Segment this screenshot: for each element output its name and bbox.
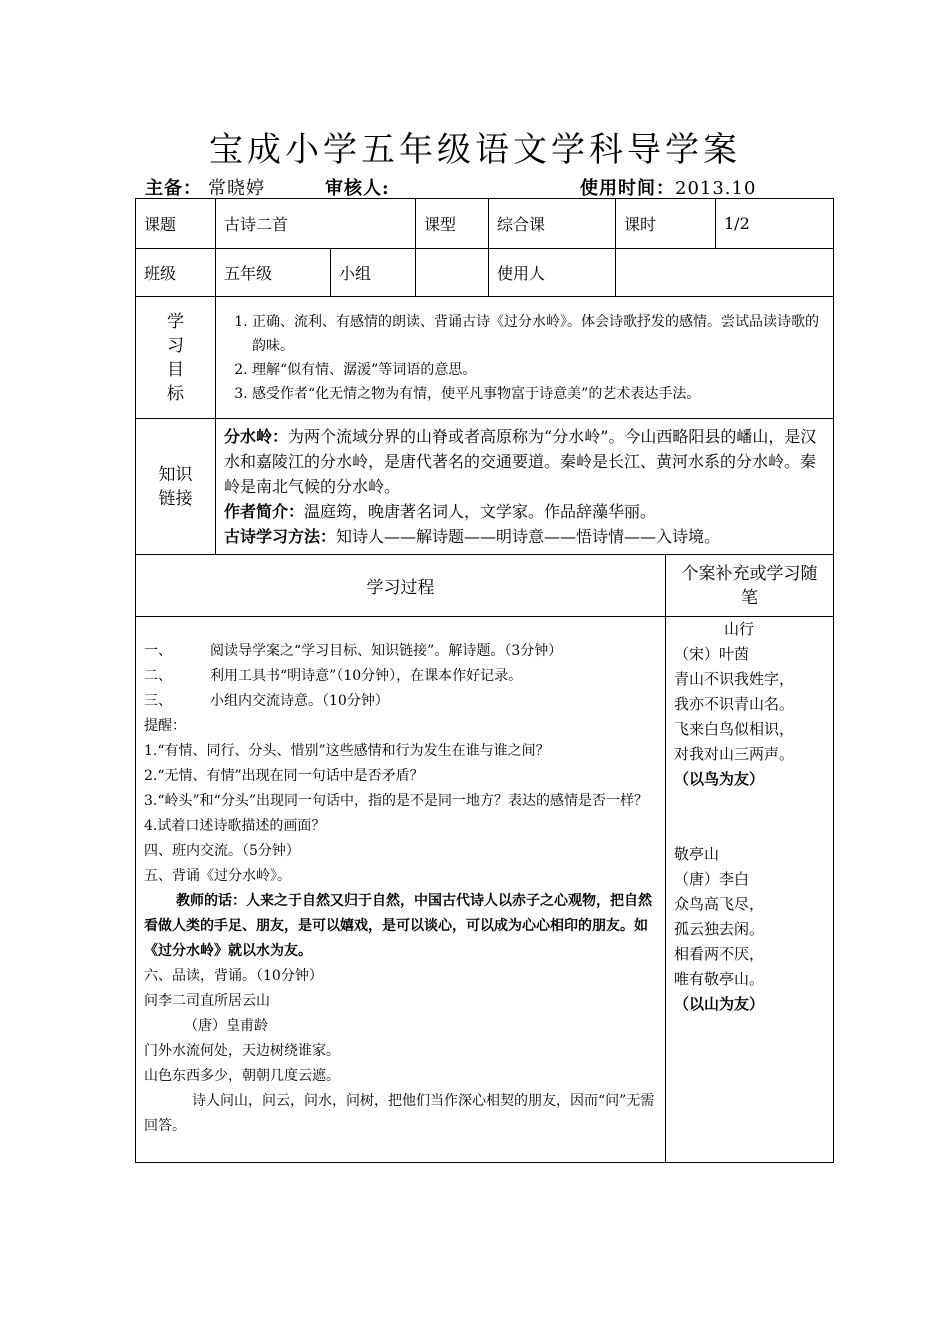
side-poem1-line: 我亦不识青山名。 <box>674 695 795 713</box>
date <box>580 174 756 200</box>
step-item: 一、 阅读导学案之“学习目标、知识链接”。解诗题。（3分钟） <box>144 643 563 659</box>
lead-label: 主备： <box>145 178 202 199</box>
side-poem1-line: 对我对山三两声。 <box>674 745 795 763</box>
tip-item: 3.“岭头”和“分头”出现同一句话中，指的是不是同一地方？表达的感情是否一样？ <box>144 793 648 809</box>
step-5: 五、背诵《过分水岭》。 <box>144 868 291 884</box>
side-header: 个案补充或学习随笔 <box>666 555 834 617</box>
side-poem1-title: 山行 <box>724 620 755 638</box>
process-header: 学习过程 <box>136 555 666 617</box>
type-value: 综合课 <box>489 199 616 249</box>
side-poem2-note: （以山为友） <box>674 995 765 1013</box>
page-title: 宝成小学五年级语文学科导学案 <box>209 130 741 170</box>
side-poem2-author: （唐）李白 <box>674 870 750 888</box>
class-label: 班级 <box>136 249 216 297</box>
reviewer-label: 审核人: <box>325 178 390 199</box>
side-poem2-line: 相看两不厌， <box>674 945 765 963</box>
date-value: 2013.10 <box>675 178 757 199</box>
side-poem1-note: （以鸟为友） <box>674 770 765 788</box>
tip-item: 2.“无情、有情”出现在同一句话中是否矛盾？ <box>144 768 424 784</box>
teacher-note: 教师的话：人来之于自然又归于自然，中国古代诗人以赤子之心观物，把自然看做人类的手足、朋友，是可以嬉戏，是可以谈心，可以成为心心相印的朋友。如《过分水岭》就以水为友。 <box>144 893 652 959</box>
process-content <box>136 617 666 1163</box>
step-6: 六、品读，背诵。（10分钟） <box>144 968 323 984</box>
side-notes <box>666 617 834 1163</box>
author-term: 作者简介： <box>224 502 305 521</box>
tip-item: 4.试着口述诗歌描述的画面？ <box>144 818 326 834</box>
period-label: 课时 <box>616 199 716 249</box>
fsl-text: 为两个流域分界的山脊或者高原称为“分水岭”。今山西略阳县的嶓山，是汉水和嘉陵江的分水岭，是唐代著名的交通要道。秦岭是长江、黄河水系的分水岭。秦岭是南北气候的分水岭。 <box>224 427 817 496</box>
topic-label: 课题 <box>136 199 216 249</box>
poem-title: 问李二司直所居云山 <box>144 993 270 1009</box>
type-label: 课型 <box>416 199 489 249</box>
step-item: 三、 小组内交流诗意。（10分钟） <box>144 693 389 709</box>
step-item: 二、 利用工具书“明诗意”（10分钟），在课本作好记录。 <box>144 668 523 684</box>
author-text: 温庭筠，晚唐著名词人，文学家。作品辞藻华丽。 <box>304 502 657 521</box>
side-spacer <box>674 792 825 842</box>
poem-note: 诗人问山，问云，问水，问树，把他们当作深心相契的朋友，因而“问”无需回答。 <box>144 1093 655 1134</box>
topic-value: 古诗二首 <box>216 199 416 249</box>
lesson-table <box>135 198 834 1163</box>
tips-label: 提醒： <box>144 718 186 734</box>
poem-author: （唐）皇甫龄 <box>184 1018 268 1034</box>
goal-item: 2. 理解“似有情、潺湲”等词语的意思。 <box>252 358 825 382</box>
side-poem1-line: 青山不识我姓字， <box>674 670 795 688</box>
group-value <box>416 249 489 297</box>
goals-content <box>216 297 834 419</box>
side-poem2-title: 敬亭山 <box>674 845 720 863</box>
knowledge-content <box>216 419 834 555</box>
fsl-term: 分水岭： <box>224 427 289 446</box>
date-label: 使用时间： <box>580 178 675 199</box>
tip-item: 1.“有情、同行、分头、惜别”这些感情和行为发生在谁与谁之间？ <box>144 743 550 759</box>
lead-value: 常晓婷 <box>208 178 265 199</box>
period-value: 1/2 <box>716 199 834 249</box>
group-label: 小组 <box>331 249 416 297</box>
goal-item: 1. 正确、流利、有感情的朗读、背诵古诗《过分水岭》。体会诗歌抒发的感情。尝试品读诗歌的韵味。 <box>252 310 825 358</box>
method-text: 知诗人——解诗题——明诗意——悟诗情——入诗境。 <box>336 527 721 546</box>
side-poem1-author: （宋）叶茵 <box>674 645 750 663</box>
class-value: 五年级 <box>216 249 331 297</box>
goal-item: 3. 感受作者“化无情之物为有情，使平凡事物富于诗意美”的艺术表达手法。 <box>252 382 825 406</box>
user-value <box>616 249 834 297</box>
side-poem2-line: 孤云独去闲。 <box>674 920 765 938</box>
side-poem1-line: 飞来白鸟似相识， <box>674 720 795 738</box>
poem-line: 门外水流何处，天边树绕谁家。 <box>144 1043 340 1059</box>
knowledge-label: 知识 链接 <box>136 419 216 555</box>
lead-author <box>145 174 265 200</box>
user-label: 使用人 <box>489 249 616 297</box>
poem-line: 山色东西多少，朝朝几度云遮。 <box>144 1068 340 1084</box>
method-term: 古诗学习方法： <box>224 527 337 546</box>
goals-label: 学 习 目 标 <box>136 297 216 419</box>
side-poem2-line: 唯有敬亭山。 <box>674 970 765 988</box>
step-4: 四、班内交流。（5分钟） <box>144 843 300 859</box>
side-poem2-line: 众鸟高飞尽， <box>674 895 765 913</box>
